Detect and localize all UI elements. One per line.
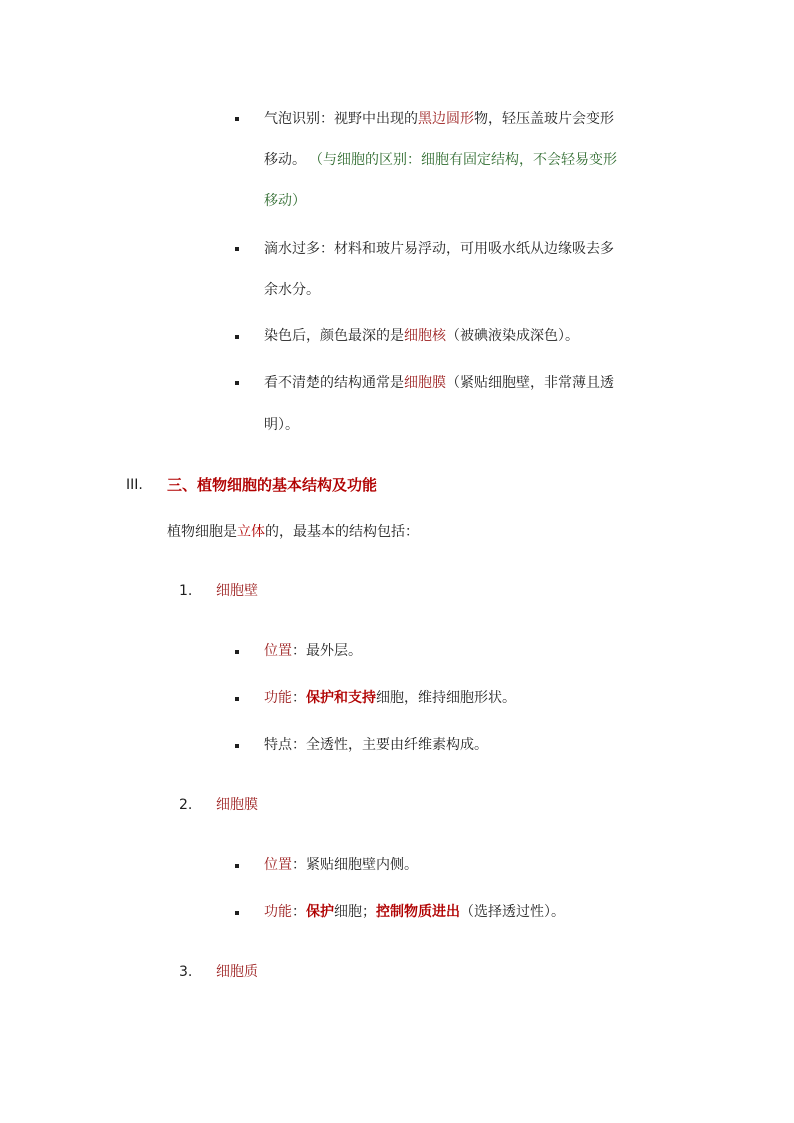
text: 细胞； bbox=[334, 904, 376, 920]
text: （选择透过性）。 bbox=[460, 904, 565, 920]
text: 移动。 bbox=[264, 152, 306, 168]
highlight-text: 立体 bbox=[237, 524, 265, 540]
bullet-bubble-line1 bbox=[264, 109, 614, 129]
cell-membrane-function bbox=[264, 902, 565, 922]
label-text: 功能 bbox=[264, 904, 292, 920]
highlight-text: 细胞核 bbox=[404, 328, 446, 344]
bold-highlight: 保护和支持 bbox=[306, 690, 376, 706]
bullet-marker bbox=[235, 247, 239, 251]
bullet-bubble-line2 bbox=[264, 150, 617, 170]
text: ：紧贴细胞壁内侧。 bbox=[292, 857, 418, 873]
text: ： bbox=[292, 690, 306, 706]
section-title: 三、植物细胞的基本结构及功能 bbox=[167, 476, 378, 494]
item-title-cytoplasm: 细胞质 bbox=[216, 964, 258, 980]
text: （紧贴细胞壁，非常薄且透 bbox=[446, 375, 614, 391]
bullet-bubble-line3: 移动） bbox=[264, 193, 306, 209]
text: ： bbox=[292, 904, 306, 920]
bullet-marker bbox=[235, 650, 239, 654]
bullet-marker bbox=[235, 744, 239, 748]
item-title-cell-membrane: 细胞膜 bbox=[216, 797, 258, 813]
bullet-stain bbox=[264, 326, 579, 346]
bullet-marker bbox=[235, 911, 239, 915]
label-text: 功能 bbox=[264, 690, 292, 706]
bullet-membrane-line2: 明）。 bbox=[264, 417, 299, 433]
bullet-water-line1: 滴水过多：材料和玻片易浮动，可用吸水纸从边缘吸去多 bbox=[264, 241, 614, 257]
bullet-water-line2: 余水分。 bbox=[264, 282, 320, 298]
note-text: （与细胞的区别：细胞有固定结构，不会轻易变形 bbox=[316, 152, 617, 168]
bullet-marker bbox=[235, 864, 239, 868]
list-number: 1. bbox=[179, 583, 193, 599]
item-title-cell-wall: 细胞壁 bbox=[216, 583, 258, 599]
section-number: III. bbox=[126, 477, 143, 493]
cell-membrane-position bbox=[264, 855, 418, 875]
cell-wall-position bbox=[264, 641, 362, 661]
bullet-membrane-line1 bbox=[264, 373, 614, 393]
text: 物，轻压盖玻片会变形 bbox=[474, 111, 614, 127]
bullet-marker bbox=[235, 335, 239, 339]
list-number: 3. bbox=[179, 964, 193, 980]
highlight-text: 细胞膜 bbox=[404, 375, 446, 391]
cell-wall-feature: 特点：全透性，主要由纤维素构成。 bbox=[264, 737, 488, 753]
text: （被碘液染成深色）。 bbox=[446, 328, 579, 344]
text: 看不清楚的结构通常是 bbox=[264, 375, 404, 391]
highlight-text: 黑边圆形 bbox=[418, 111, 474, 127]
bold-highlight: 控制物质进出 bbox=[376, 904, 460, 920]
text: 染色后，颜色最深的是 bbox=[264, 328, 404, 344]
label-text: 位置 bbox=[264, 857, 292, 873]
label-text: 位置 bbox=[264, 643, 292, 659]
bullet-marker bbox=[235, 697, 239, 701]
text: 的，最基本的结构包括： bbox=[265, 524, 419, 540]
text: 气泡识别：视野中出现的 bbox=[264, 111, 418, 127]
cell-wall-function bbox=[264, 688, 516, 708]
section-intro bbox=[167, 522, 419, 542]
text: ：最外层。 bbox=[292, 643, 362, 659]
bold-highlight: 保护 bbox=[306, 904, 334, 920]
text: 植物细胞是 bbox=[167, 524, 237, 540]
bullet-marker bbox=[235, 381, 239, 385]
bullet-marker bbox=[235, 117, 239, 121]
list-number: 2. bbox=[179, 797, 193, 813]
text: 细胞，维持细胞形状。 bbox=[376, 690, 516, 706]
